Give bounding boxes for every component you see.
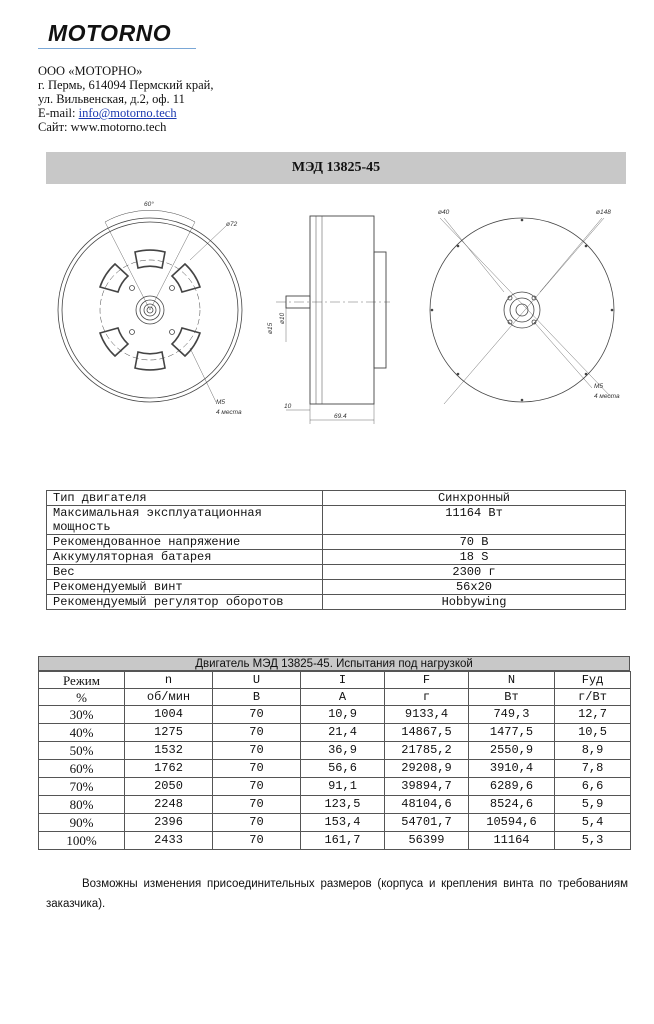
table-row (39, 742, 631, 760)
spec-label: Рекомендуемый винт (47, 580, 323, 595)
spec-value: 2300 г (323, 565, 626, 580)
spec-label: Рекомендуемый регулятор оборотов (47, 595, 323, 610)
load-table-title: Двигатель МЭД 13825-45. Испытания под нагрузкой (38, 656, 630, 671)
table-row (39, 724, 631, 742)
email-link[interactable]: info@motorno.tech (78, 106, 177, 120)
table-cell: 1004 (125, 706, 213, 724)
table-cell: 9133,4 (385, 706, 469, 724)
table-row (39, 832, 631, 850)
table-row (47, 491, 626, 506)
site-line (38, 120, 213, 134)
table-cell: 10,5 (555, 724, 631, 742)
spec-table (46, 490, 626, 610)
spec-value: 56x20 (323, 580, 626, 595)
table-row (39, 814, 631, 832)
table-cell: 80% (39, 796, 125, 814)
back-hole-count: 4 места (594, 393, 620, 400)
table-cell: 8524,6 (469, 796, 555, 814)
site-label: Сайт: (38, 120, 71, 134)
table-cell: 161,7 (301, 832, 385, 850)
front-angle-label: 60° (144, 201, 154, 208)
company-logo: MOTORNO (48, 20, 172, 46)
table-cell: 5,4 (555, 814, 631, 832)
col-header: Режим (39, 672, 125, 689)
table-cell: 5,3 (555, 832, 631, 850)
spec-value: 11164 Вт (323, 506, 626, 535)
table-cell: 1532 (125, 742, 213, 760)
table-row (47, 535, 626, 550)
table-cell: 70 (213, 778, 301, 796)
load-header-row (39, 672, 631, 689)
table-cell: 749,3 (469, 706, 555, 724)
table-cell: 39894,7 (385, 778, 469, 796)
table-cell: 14867,5 (385, 724, 469, 742)
col-header: I (301, 672, 385, 689)
spec-label: Рекомендованное напряжение (47, 535, 323, 550)
table-cell: 2550,9 (469, 742, 555, 760)
table-row (47, 550, 626, 565)
table-cell: 10,9 (301, 706, 385, 724)
address-line-1: г. Пермь, 614094 Пермский край, (38, 78, 214, 92)
table-cell: 153,4 (301, 814, 385, 832)
table-cell: 7,8 (555, 760, 631, 778)
side-view (276, 216, 390, 424)
table-cell: 123,5 (301, 796, 385, 814)
col-unit: г/Вт (555, 689, 631, 706)
table-cell: 1762 (125, 760, 213, 778)
address-line-2: ул. Вильвенская, д.2, оф. 11 (38, 92, 185, 106)
table-row (47, 506, 626, 535)
front-hole-label: M5 (216, 399, 226, 406)
back-view-dots (431, 219, 614, 402)
table-cell: 21785,2 (385, 742, 469, 760)
col-unit: % (39, 689, 125, 706)
table-cell: 91,1 (301, 778, 385, 796)
table-cell: 56,6 (301, 760, 385, 778)
table-cell: 2248 (125, 796, 213, 814)
technical-drawing (40, 192, 636, 432)
table-cell: 70 (213, 796, 301, 814)
table-cell: 8,9 (555, 742, 631, 760)
table-cell: 70 (213, 742, 301, 760)
load-table (38, 671, 631, 850)
table-cell: 50% (39, 742, 125, 760)
table-cell: 90% (39, 814, 125, 832)
col-header: Fуд (555, 672, 631, 689)
table-row (47, 595, 626, 610)
email-line (38, 106, 213, 120)
col-unit: А (301, 689, 385, 706)
table-row (47, 565, 626, 580)
table-cell: 100% (39, 832, 125, 850)
table-cell: 2433 (125, 832, 213, 850)
col-unit: В (213, 689, 301, 706)
front-hole-count: 4 места (216, 409, 242, 416)
site-url: www.motorno.tech (70, 120, 167, 134)
table-row (39, 796, 631, 814)
load-units-row (39, 689, 631, 706)
side-len-10-label: 10 (284, 403, 292, 410)
spec-value: Hobbywing (323, 595, 626, 610)
table-cell: 2396 (125, 814, 213, 832)
back-d40-label: ø40 (438, 209, 450, 216)
spec-label: Тип двигателя (47, 491, 323, 506)
email-label: E-mail: (38, 106, 79, 120)
table-cell: 48104,6 (385, 796, 469, 814)
front-view (58, 210, 242, 402)
table-cell: 12,7 (555, 706, 631, 724)
table-cell: 56399 (385, 832, 469, 850)
table-cell: 6,6 (555, 778, 631, 796)
table-cell: 70 (213, 760, 301, 778)
company-name: ООО «МОТОРНО» (38, 64, 143, 78)
col-header: F (385, 672, 469, 689)
side-d15-label: ø15 (267, 322, 274, 334)
col-header: n (125, 672, 213, 689)
table-cell: 21,4 (301, 724, 385, 742)
table-cell: 70 (213, 832, 301, 850)
front-diameter-label: ø72 (226, 221, 238, 228)
table-cell: 36,9 (301, 742, 385, 760)
spec-value: Синхронный (323, 491, 626, 506)
col-unit: Вт (469, 689, 555, 706)
table-cell: 40% (39, 724, 125, 742)
contact-block (38, 64, 213, 134)
table-cell: 30% (39, 706, 125, 724)
col-header: N (469, 672, 555, 689)
table-cell: 60% (39, 760, 125, 778)
spec-value: 18 S (323, 550, 626, 565)
table-cell: 3910,4 (469, 760, 555, 778)
table-cell: 1477,5 (469, 724, 555, 742)
col-header: U (213, 672, 301, 689)
table-cell: 70 (213, 706, 301, 724)
table-cell: 5,9 (555, 796, 631, 814)
table-cell: 70 (213, 724, 301, 742)
table-cell: 1275 (125, 724, 213, 742)
load-table-body (39, 706, 631, 850)
side-d10-label: ø10 (279, 312, 286, 324)
table-cell: 70 (213, 814, 301, 832)
table-cell: 10594,6 (469, 814, 555, 832)
table-row (39, 760, 631, 778)
table-cell: 29208,9 (385, 760, 469, 778)
logo-underline (38, 48, 196, 49)
spec-label: Максимальная эксплуатационная мощность (47, 506, 323, 535)
table-cell: 6289,6 (469, 778, 555, 796)
table-cell: 70% (39, 778, 125, 796)
table-row (39, 778, 631, 796)
spec-label: Вес (47, 565, 323, 580)
table-row (47, 580, 626, 595)
col-unit: об/мин (125, 689, 213, 706)
note-text: Возможны изменения присоединительных размеров (корпуса и крепления винта по требованиям заказчика). (46, 878, 628, 910)
table-row (39, 706, 631, 724)
table-cell: 54701,7 (385, 814, 469, 832)
back-hole-label: M5 (594, 383, 604, 390)
back-d148-label: ø148 (596, 209, 611, 216)
table-cell: 2050 (125, 778, 213, 796)
spec-value: 70 В (323, 535, 626, 550)
spec-label: Аккумуляторная батарея (47, 550, 323, 565)
col-unit: г (385, 689, 469, 706)
product-title: МЭД 13825-45 (46, 152, 626, 184)
table-cell: 11164 (469, 832, 555, 850)
side-len-69-label: 69.4 (334, 413, 347, 420)
